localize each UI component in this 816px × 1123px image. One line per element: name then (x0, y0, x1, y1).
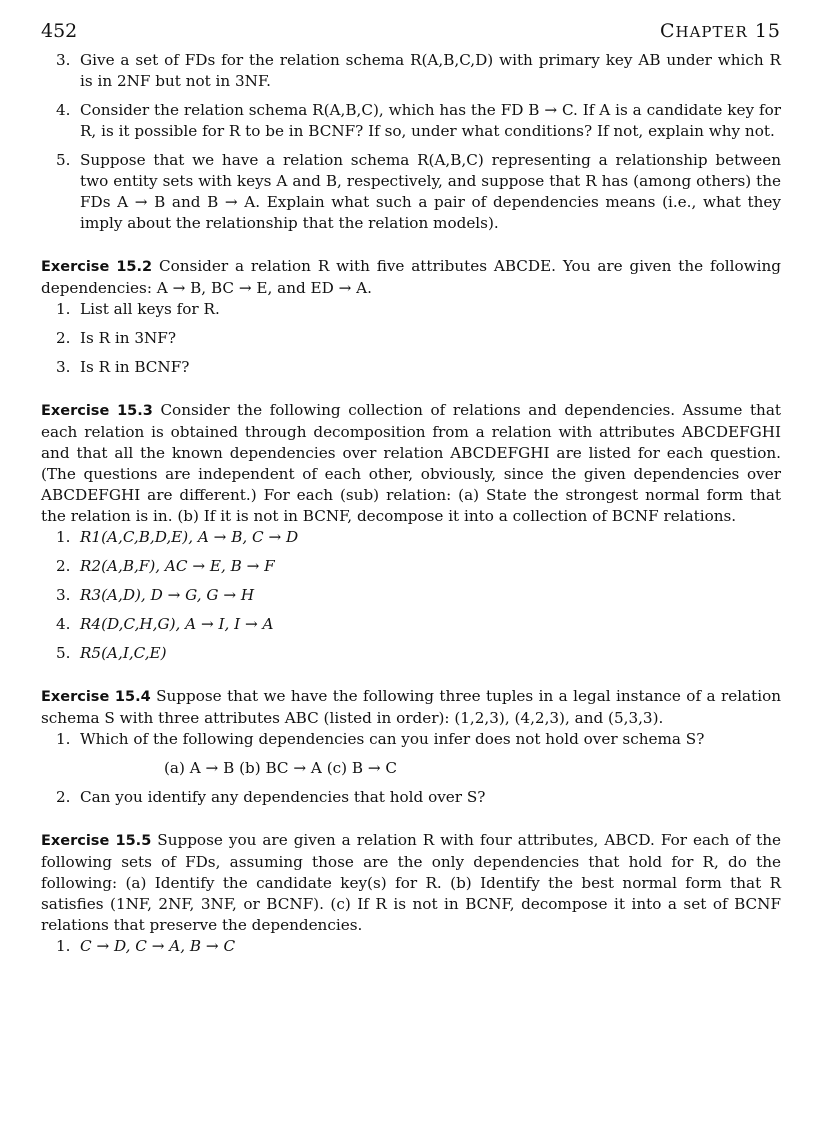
page-content (41, 50, 781, 957)
list-item-text: Suppose that we have a relation schema R(A,B,C) representing a relationship between two entity sets with keys A and B, respectively, and suppose that R has (among others) the FDs A → B and B → A. Explain what such a pair of dependencies means (i.e., what they imply about the relationship that the relation models). (80, 151, 781, 232)
exercise-paragraph (41, 400, 781, 527)
exercise-label: Exercise 15.4 (41, 689, 151, 705)
exercise-question-list (41, 729, 781, 808)
exercise-question-list (41, 299, 781, 378)
exercise-text: Consider the following collection of relations and dependencies. Assume that each relation is obtained through decomposition from a relation with attributes ABCDEFGHI and that all the known dependencies over relation ABCDEFGHI are listed for each question. (The questions are independent of each other, obviously, since the given dependencies over ABCDEFGHI are different.) For each (sub) relation: (a) State the strongest normal form that the relation is in. (b) If it is not in BCNF, decompose it into a collection of BCNF relations. (41, 401, 781, 525)
page (41, 20, 781, 957)
exercise-text: Suppose that we have the following three tuples in a legal instance of a relation schema S with three attributes ABC (listed in order): (1,2,3), (4,2,3), and (5,3,3). (41, 687, 782, 727)
list-item: 2. Can you identify any dependencies that hold over S? (56, 788, 486, 806)
list-item: 5. R5(A,I,C,E) (56, 644, 167, 662)
exercise-15-3 (41, 400, 781, 664)
list-item-text: Consider the relation schema R(A,B,C), which has the FD B → C. If A is a candidate key for R, is it possible for R to be in BCNF? If so, under what conditions? If not, explain why not. (80, 101, 781, 140)
list-item: 1. Which of the following dependencies can you infer does not hold over schema S? (a) A → B (b) BC → A (c) B → C (41, 729, 781, 779)
intro-question-list (41, 50, 781, 234)
list-item: 1. List all keys for R. (56, 300, 220, 318)
list-item: 3. Is R in BCNF? (56, 358, 190, 376)
exercise-15-2 (41, 256, 781, 378)
exercise-paragraph (41, 830, 781, 936)
exercise-15-5 (41, 830, 781, 957)
dependency-options: (a) A → B (b) BC → A (c) B → C (164, 759, 398, 777)
list-item: 3. Give a set of FDs for the relation schema R(A,B,C,D) with primary key AB under which R is in 2NF but not in 3NF. (56, 51, 781, 90)
list-item-text: Give a set of FDs for the relation schema R(A,B,C,D) with primary key AB under which R is in 2NF but not in 3NF. (80, 51, 781, 90)
list-item: 4. R4(D,C,H,G), A → I, I → A (56, 615, 274, 633)
exercise-question-list (41, 527, 781, 664)
list-item: 2. R2(A,B,F), AC → E, B → F (56, 557, 275, 575)
exercise-15-4 (41, 686, 781, 808)
list-item: 3. R3(A,D), D → G, G → H (56, 586, 255, 604)
list-item: 1. R1(A,C,B,D,E), A → B, C → D (56, 528, 299, 546)
list-item: 4. Consider the relation schema R(A,B,C), which has the FD B → C. If A is a candidate key for R, is it possible for R to be in BCNF? If so, under what conditions? If not, explain why not. (56, 101, 781, 140)
page-number: 452 (41, 20, 78, 42)
chapter-title: CHAPTER 15 (659, 20, 781, 42)
exercise-label: Exercise 15.2 (41, 259, 153, 275)
exercise-question-list (41, 936, 781, 957)
exercise-paragraph (41, 256, 781, 299)
exercise-text: Consider a relation R with five attributes ABCDE. You are given the following dependencies: A → B, BC → E, and ED → A. (41, 257, 781, 297)
list-item: 1. C → D, C → A, B → C (56, 937, 236, 955)
exercise-paragraph (41, 686, 781, 729)
page-header (41, 20, 781, 50)
list-item: 5. Suppose that we have a relation schema R(A,B,C) representing a relationship between two entity sets with keys A and B, respectively, and suppose that R has (among others) the FDs A → B and B → A. Explain what such a pair of dependencies means (i.e., what they imply about the relationship that the relation models). (56, 151, 781, 232)
exercise-text: Suppose you are given a relation R with four attributes, ABCD. For each of the following sets of FDs, assuming those are the only dependencies that hold for R, do the following: (a) Identify the candidate key(s) for R. (b) Identify the best normal form that R satisfies (1NF, 2NF, 3NF, or BCNF). (c) If R is not in BCNF, decompose it into a set of BCNF relations that preserve the dependencies. (41, 831, 781, 934)
exercise-label: Exercise 15.5 (41, 833, 152, 849)
exercise-label: Exercise 15.3 (41, 403, 153, 419)
list-item: 2. Is R in 3NF? (56, 329, 176, 347)
